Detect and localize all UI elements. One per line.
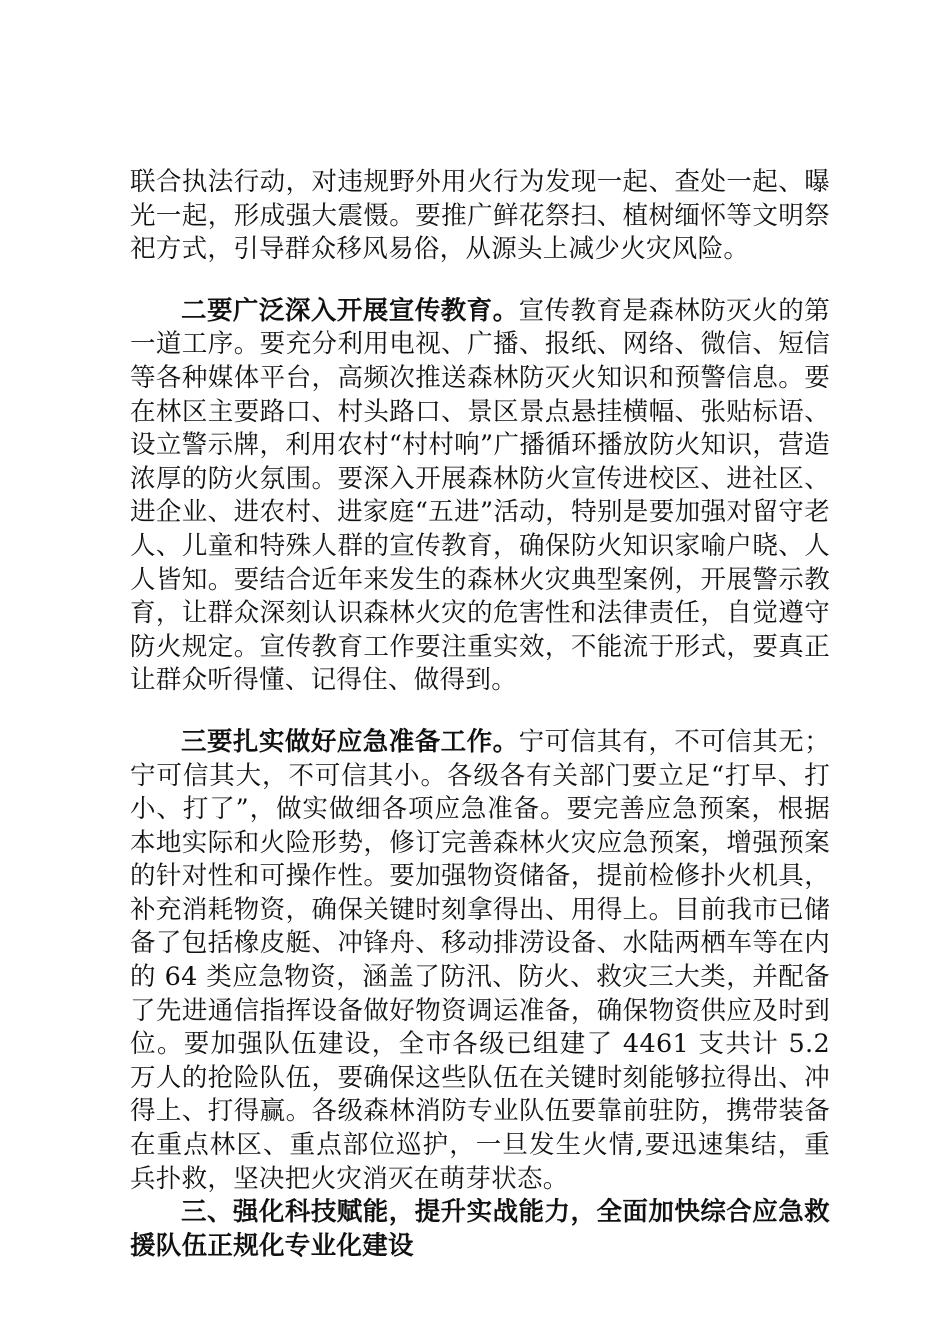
- paragraph-emergency-preparation: [130, 726, 830, 1196]
- document-page: [130, 166, 830, 1263]
- paragraph-publicity-education: [130, 295, 830, 698]
- paragraph-continuation: 联合执法行动，对违规野外用火行为发现一起、查处一起、曝光一起，形成强大震慑。要推广鲜花祭扫、植树缅怀等文明祭祀方式，引导群众移风易俗，从源头上减少火灾风险。: [130, 167, 830, 265]
- paragraph-lead-heading: 二要广泛深入开展宣传教育。: [181, 295, 519, 326]
- section-heading: 三、强化科技赋能，提升实战能力，全面加快综合应急救援队伍正规化专业化建设: [130, 1197, 830, 1261]
- paragraph-body-text: 宣传教育是森林防灭火的第一道工序。要充分利用电视、广播、报纸、网络、微信、短信等各种媒体平台，高频次推送森林防灭火知识和预警信息。要在林区主要路口、村头路口、景区景点悬挂横幅、张贴标语、设立警示牌，利用农村“村村响”广播循环播放防火知识，营造浓厚的防火氛围。要深入开展森林防火宣传进校区、进社区、进企业、进农村、进家庭“五进”活动，特别是要加强对留守老人、儿童和特殊人群的宣传教育，确保防火知识家喻户晓、人人皆知。要结合近年来发生的森林火灾典型案例，开展警示教育，让群众深刻认识森林火灾的危害性和法律责任，自觉遵守防火规定。宣传教育工作要注重实效，不能流于形式，要真正让群众听得懂、记得住、做得到。: [130, 295, 830, 696]
- paragraph-lead-heading: 三要扎实做好应急准备工作。: [181, 726, 519, 757]
- paragraph-body-text: 宁可信其有，不可信其无；宁可信其大，不可信其小。各级各有关部门要立足“打早、打小、打了”，做实做细各项应急准备。要完善应急预案，根据本地实际和火险形势，修订完善森林火灾应急预案，增强预案的针对性和可操作性。要加强物资储备，提前检修扑火机具，补充消耗物资，确保关键时刻拿得出、用得上。目前我市已储备了包括橡皮艇、冲锋舟、移动排涝设备、水陆两栖车等在内的 64 类应急物资，涵盖了防汛、防火、救灾三大类，并配备了先进通信指挥设备做好物资调运准备，确保物资供应及时到位。要加强队伍建设，全市各级已组建了 4461 支共计 5.2 万人的抢险队伍，要确保这些队伍在关键时刻能够拉得出、冲得上、打得赢。各级森林消防专业队伍要靠前驻防，携带装备在重点林区、重点部位巡护，一旦发生火情,要迅速集结，重兵扑救，坚决把火灾消灭在萌芽状态。: [130, 726, 830, 1194]
